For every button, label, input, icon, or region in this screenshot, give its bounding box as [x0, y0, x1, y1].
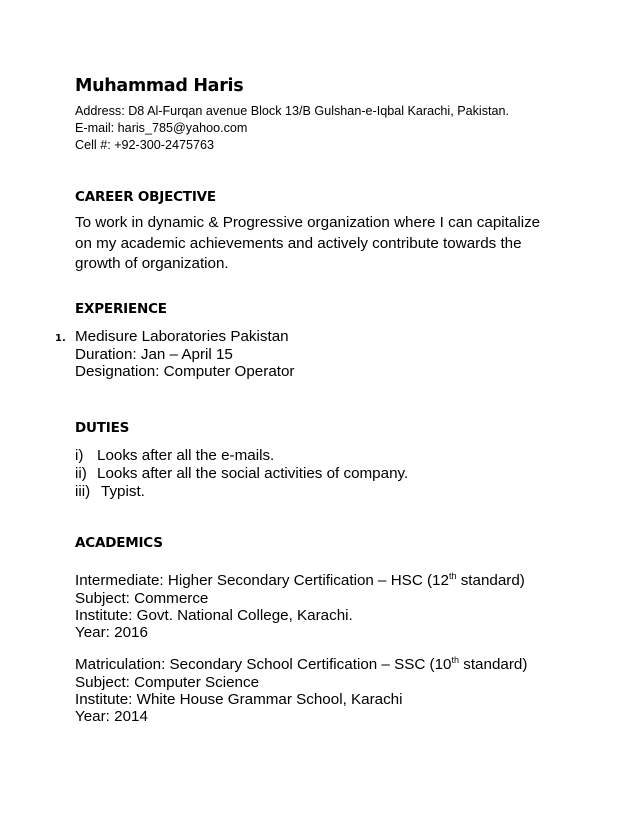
qualification-standard: standard)	[456, 572, 525, 589]
academic-institute: Institute: White House Grammar School, Karachi	[75, 691, 403, 708]
experience-heading: EXPERIENCE	[75, 301, 167, 317]
duty-item	[75, 446, 274, 466]
academic-subject: Subject: Computer Science	[75, 674, 260, 691]
duty-item	[75, 482, 145, 502]
ordinal-suffix: th	[448, 570, 457, 581]
experience-item-number: 1.	[55, 333, 66, 344]
experience-duration: Duration: Jan – April 15	[75, 346, 233, 363]
experience-company: Medisure Laboratories Pakistan	[75, 328, 289, 345]
resume-name: Muhammad Haris	[75, 76, 244, 96]
duty-text: Looks after all the social activities of company.	[97, 465, 409, 482]
duty-marker: ii)	[75, 465, 87, 482]
career-objective-text: To work in dynamic & Progressive organization where I can capitalize on my academic achievements and actively contribute towards the growth of organization.	[75, 214, 541, 272]
duty-text: Typist.	[101, 483, 145, 500]
ordinal-suffix: th	[451, 654, 460, 665]
academic-year: Year: 2014	[75, 708, 148, 725]
cell-line: Cell #: +92-300-2475763	[75, 138, 214, 152]
duty-marker: i)	[75, 447, 84, 464]
career-objective-heading: CAREER OBJECTIVE	[75, 189, 216, 205]
qualification-text: Intermediate: Higher Secondary Certification – HSC (12	[75, 572, 449, 589]
academics-heading: ACADEMICS	[75, 535, 163, 551]
duties-heading: DUTIES	[75, 420, 130, 436]
academic-year: Year: 2016	[75, 624, 148, 641]
academic-qualification	[75, 571, 525, 591]
duty-item	[75, 464, 408, 484]
experience-designation: Designation: Computer Operator	[75, 363, 295, 380]
email-line: E-mail: haris_785@yahoo.com	[75, 121, 248, 135]
qualification-standard: standard)	[459, 656, 528, 673]
academic-institute: Institute: Govt. National College, Karachi.	[75, 607, 353, 624]
duty-marker: iii)	[75, 483, 91, 500]
academic-subject: Subject: Commerce	[75, 590, 209, 607]
qualification-text: Matriculation: Secondary School Certification – SSC (10	[75, 656, 452, 673]
academic-qualification	[75, 655, 527, 675]
address-line: Address: D8 Al-Furqan avenue Block 13/B Gulshan-e-Iqbal Karachi, Pakistan.	[75, 104, 510, 118]
duty-text: Looks after all the e-mails.	[97, 447, 275, 464]
